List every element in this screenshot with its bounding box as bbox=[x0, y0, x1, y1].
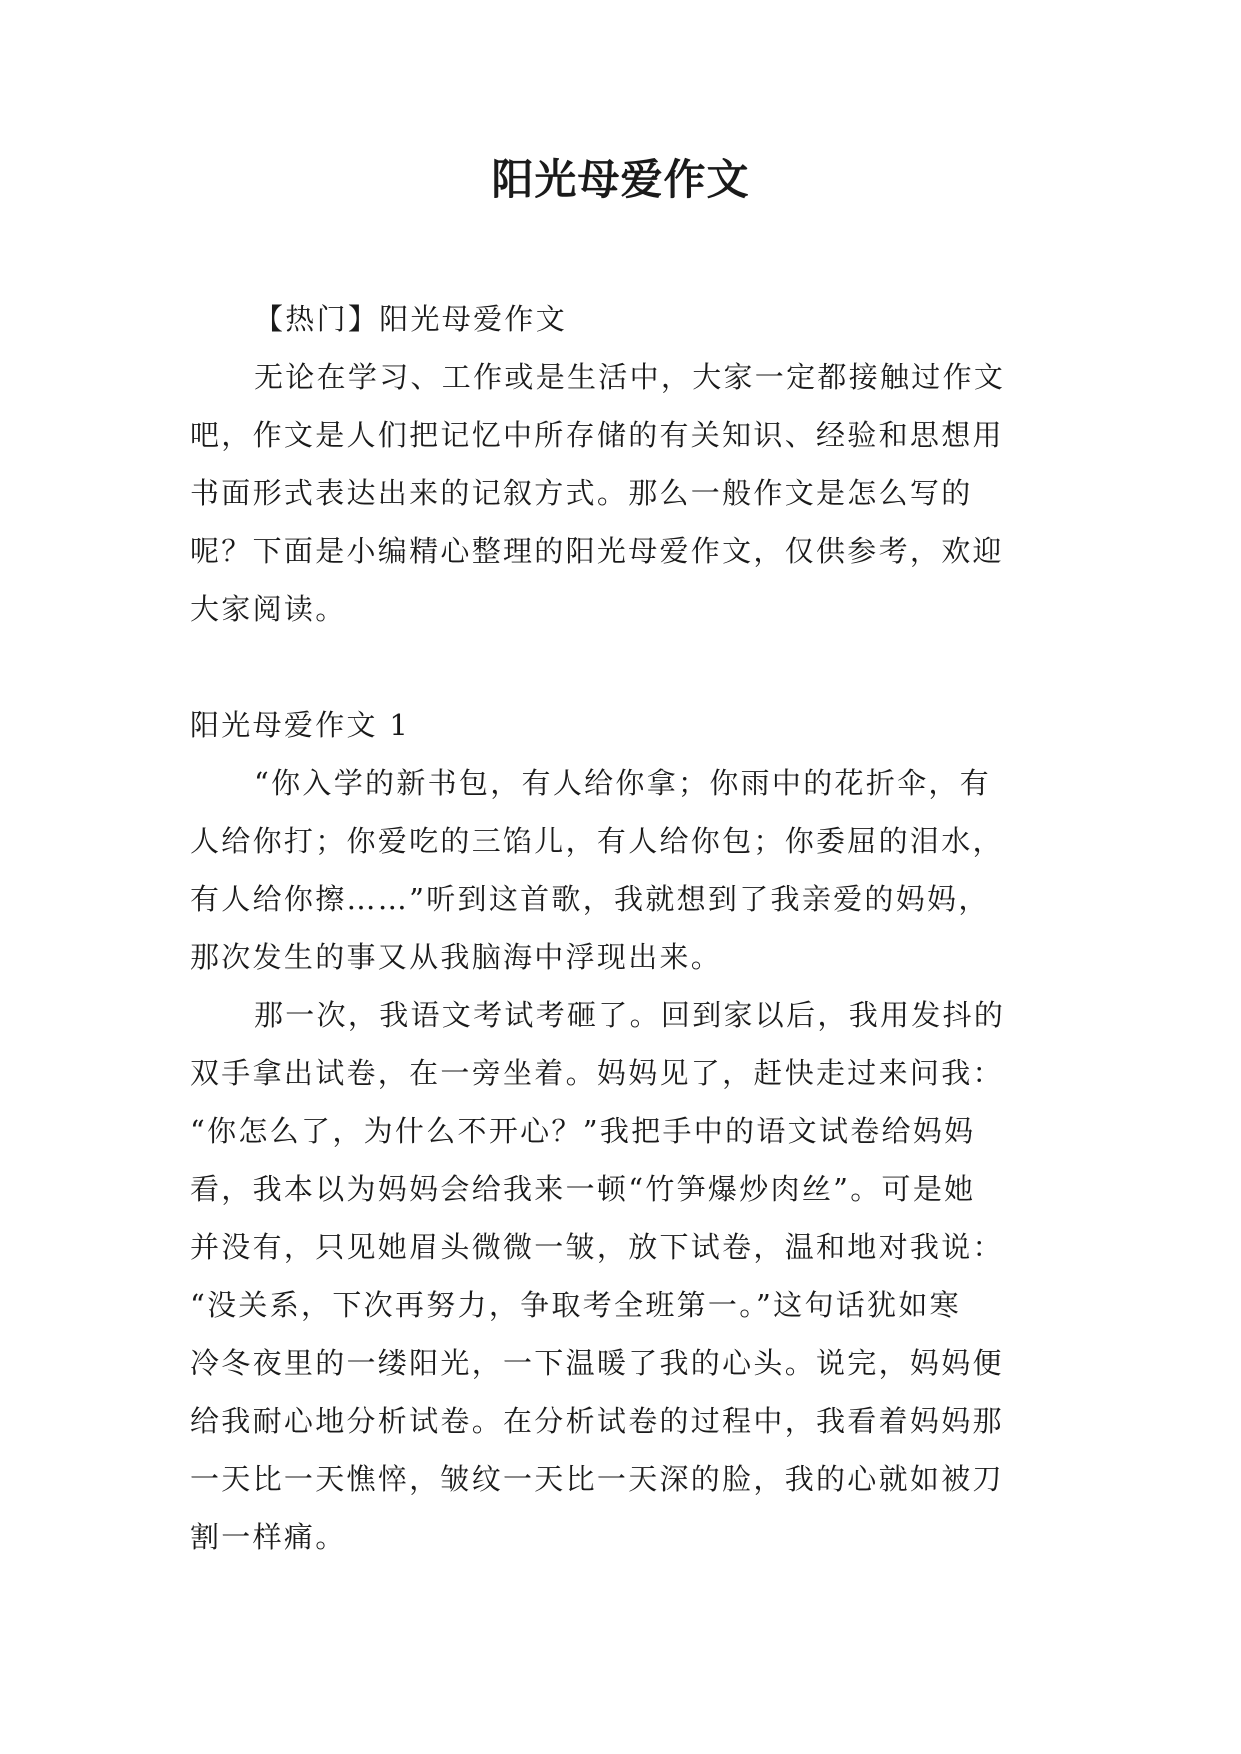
essay-paragraph-2 bbox=[190, 986, 1055, 1566]
document-body bbox=[190, 290, 1055, 1566]
document-title: 阳光母爱作文 bbox=[491, 155, 750, 204]
intro-paragraph bbox=[190, 348, 1055, 638]
essay-line: 冷冬夜里的一缕阳光，一下温暖了我的心头。说完，妈妈便 bbox=[190, 1346, 1004, 1380]
intro-line: 书面形式表达出来的记叙方式。那么一般作文是怎么写的 bbox=[190, 476, 973, 510]
intro-line: 呢？下面是小编精心整理的阳光母爱作文，仅供参考，欢迎 bbox=[190, 534, 1004, 568]
intro-line: 无论在学习、工作或是生活中，大家一定都接触过作文 bbox=[254, 360, 1006, 394]
essay-line: 那一次，我语文考试考砸了。回到家以后，我用发抖的 bbox=[254, 998, 1006, 1032]
essay-line: 一天比一天憔悴，皱纹一天比一天深的脸，我的心就如被刀 bbox=[190, 1462, 1004, 1496]
essay-line: 并没有，只见她眉头微微一皱，放下试卷，温和地对我说： bbox=[190, 1230, 1004, 1264]
section-gap bbox=[190, 638, 1055, 696]
essay-line: 有人给你擦……”听到这首歌，我就想到了我亲爱的妈妈， bbox=[190, 882, 990, 916]
intro-line: 吧，作文是人们把记忆中所存储的有关知识、经验和思想用 bbox=[190, 418, 1004, 452]
essay-line: 给我耐心地分析试卷。在分析试卷的过程中，我看着妈妈那 bbox=[190, 1404, 1004, 1438]
essay-line: 看，我本以为妈妈会给我来一顿“竹笋爆炒肉丝”。可是她 bbox=[190, 1172, 976, 1206]
essay-heading: 阳光母爱作文 1 bbox=[190, 708, 411, 742]
essay-line: 人给你打；你爱吃的三馅儿，有人给你包；你委屈的泪水， bbox=[190, 824, 1004, 858]
essay-line: 割一样痛。 bbox=[190, 1520, 347, 1554]
essay-line: “你怎么了，为什么不开心？”我把手中的语文试卷给妈妈 bbox=[190, 1114, 976, 1148]
essay-paragraph-1 bbox=[190, 754, 1055, 986]
intro-tag-line: 【热门】阳光母爱作文 bbox=[254, 302, 568, 336]
essay-line: 双手拿出试卷，在一旁坐着。妈妈见了，赶快走过来问我： bbox=[190, 1056, 1004, 1090]
essay-line: “你入学的新书包，有人给你拿；你雨中的花折伞，有 bbox=[254, 766, 992, 800]
essay-line: “没关系，下次再努力，争取考全班第一。”这句话犹如寒 bbox=[190, 1288, 961, 1322]
intro-line: 大家阅读。 bbox=[190, 592, 347, 626]
essay-line: 那次发生的事又从我脑海中浮现出来。 bbox=[190, 940, 723, 974]
